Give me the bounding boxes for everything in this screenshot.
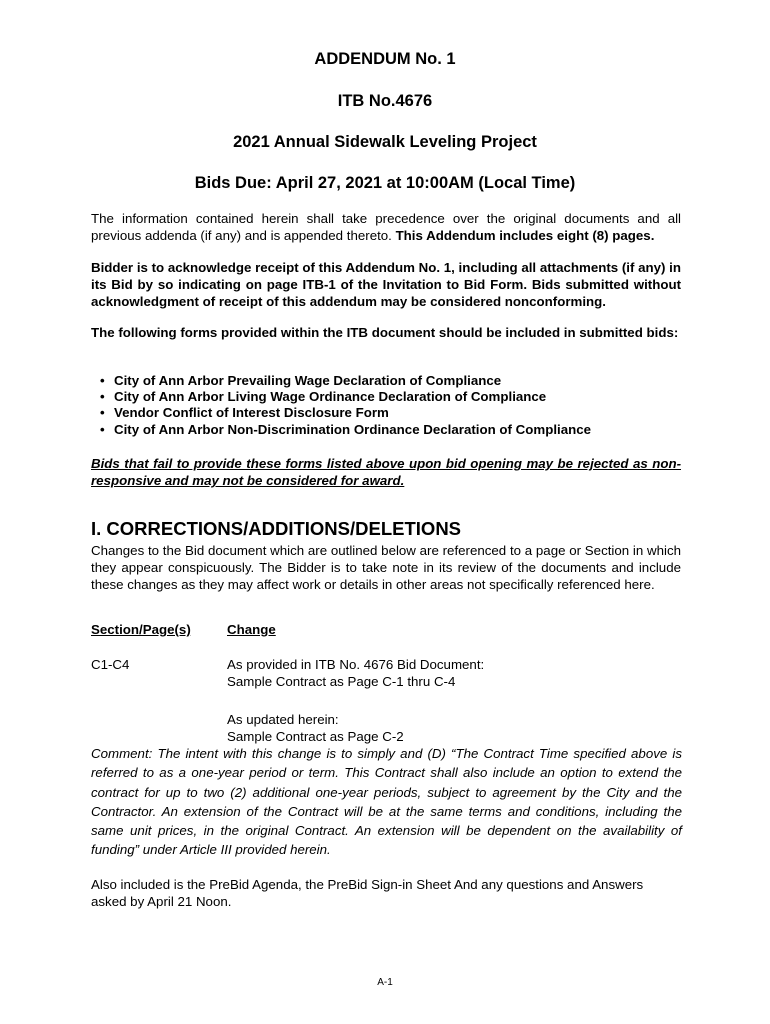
comment-paragraph: Comment: The intent with this change is to simply and (D) “The Contract Time specified above is referred to as a one-year period or term. This Contract shall also include an option to extend the contract for up to two (2) additional one-year periods, subject to agreement by the City and the Contractor. An extension of the Contract will be at the same terms and conditions, including the same unit prices, in the original Contract. An extension will be dependent on the availability of funding” under Article III provided herein.	[91, 746, 682, 858]
acknowledge-paragraph: Bidder is to acknowledge receipt of this Addendum No. 1, including all attachments (if any) in its Bid by so indicating on page ITB-1 of the Invitation to Bid Form. Bids submitted without acknowledgment of receipt of this addendum may be considered nonconforming.	[91, 260, 681, 309]
bids-due: Bids Due: April 27, 2021 at 10:00AM (Local Time)	[194, 174, 576, 192]
project-title: 2021 Annual Sidewalk Leveling Project	[233, 133, 537, 151]
section-body: Changes to the Bid document which are outlined below are referenced to a page or Section in which they appear conspicuously. The Bidder is to take note in its review of the documents and include these changes as they may affect work or details in other areas not specifically referenced here.	[91, 543, 681, 592]
bullet-icon: •	[100, 421, 105, 437]
list-item: • City of Ann Arbor Non-Discrimination Ordinance Declaration of Compliance	[100, 421, 592, 437]
intro-paragraph	[91, 210, 681, 244]
section-heading: I. CORRECTIONS/ADDITIONS/DELETIONS	[91, 518, 462, 539]
change-line-1: As provided in ITB No. 4676 Bid Document:	[227, 657, 485, 672]
column-header-change: Change	[227, 622, 276, 637]
change-line-2: Sample Contract as Page C-1 thru C-4	[227, 674, 456, 689]
bullet-icon: •	[100, 389, 105, 405]
list-item: • Vendor Conflict of Interest Disclosure Form	[100, 405, 389, 421]
list-item: • City of Ann Arbor Living Wage Ordinance Declaration of Compliance	[100, 389, 547, 405]
intro-pages-note: This Addendum includes eight (8) pages.	[395, 228, 655, 243]
page-number: A-1	[377, 977, 393, 988]
list-item: • City of Ann Arbor Prevailing Wage Declaration of Compliance	[100, 373, 502, 388]
forms-list	[100, 373, 591, 438]
change-line-4: Sample Contract as Page C-2	[227, 729, 404, 744]
itb-number: ITB No.4676	[337, 92, 433, 110]
rejection-warning: Bids that fail to provide these forms listed above upon bid opening may be rejected as non-responsive and may not be considered for award.	[91, 456, 681, 488]
row-section-value: C1-C4	[91, 657, 130, 672]
change-line-3: As updated herein:	[227, 712, 339, 727]
addendum-title: ADDENDUM No. 1	[314, 50, 456, 68]
intro-text: The information contained herein shall take precedence over the original documents and all previous addenda (if any) and is appended thereto.	[91, 211, 681, 243]
closing-paragraph: Also included is the PreBid Agenda, the PreBid Sign-in Sheet And any questions and Answers asked by April 21 Noon.	[91, 877, 644, 909]
bullet-icon: •	[100, 373, 105, 388]
column-header-section: Section/Page(s)	[91, 622, 191, 637]
forms-intro: The following forms provided within the ITB document should be included in submitted bids:	[91, 325, 679, 340]
bullet-icon: •	[100, 405, 105, 421]
